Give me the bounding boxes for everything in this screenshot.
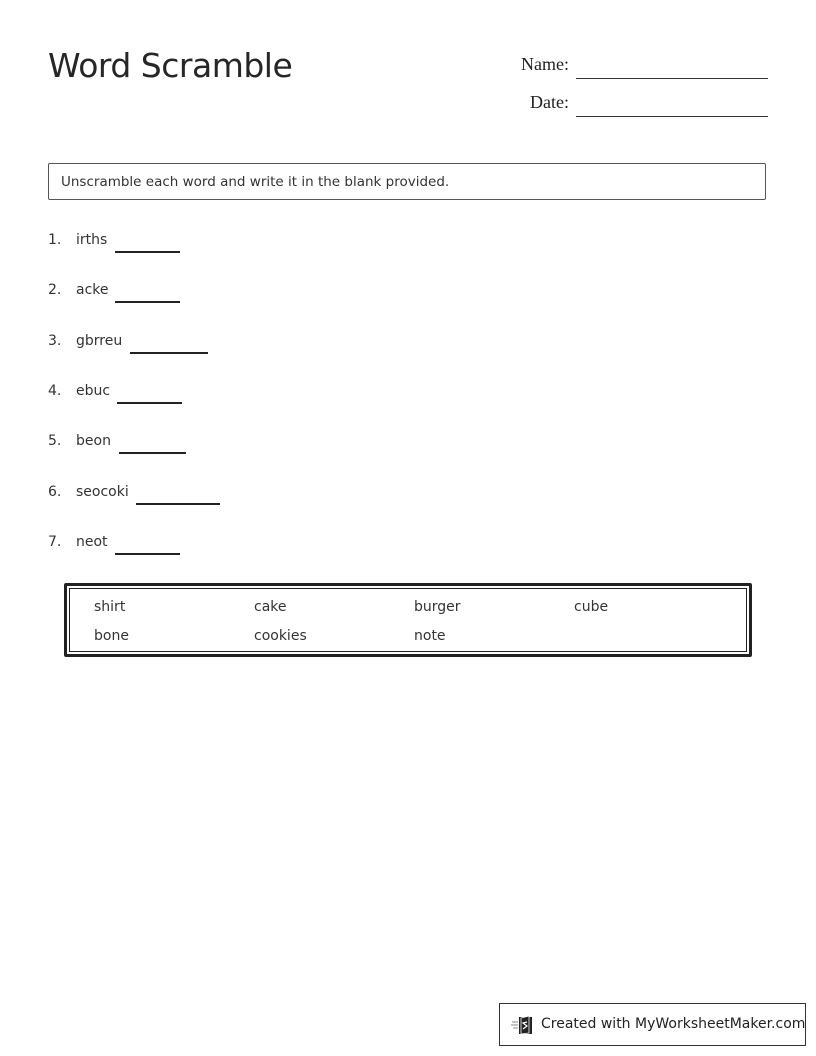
instructions-box: Unscramble each word and write it in the blank provided. [48, 163, 766, 200]
footer-credit[interactable] [499, 1003, 806, 1046]
worksheet-maker-logo-icon [511, 1015, 535, 1035]
name-label: Name: [521, 54, 569, 74]
scrambled-word: gbrreu [76, 333, 123, 349]
scrambled-word: seocoki [76, 484, 129, 500]
word-bank-item: note [414, 628, 446, 644]
page-title: Word Scramble [48, 46, 293, 85]
date-label: Date: [530, 92, 569, 112]
answer-blank[interactable] [115, 301, 180, 303]
name-field [500, 50, 768, 80]
answer-blank[interactable] [136, 503, 220, 505]
problem-number: 5. [48, 433, 62, 449]
answer-blank[interactable] [119, 452, 186, 454]
answer-blank[interactable] [130, 352, 208, 354]
answer-blank[interactable] [117, 402, 182, 404]
scrambled-word: beon [76, 433, 111, 449]
problem-number: 3. [48, 333, 62, 349]
date-field [500, 88, 768, 118]
scrambled-word: neot [76, 534, 108, 550]
word-bank-item: shirt [94, 599, 126, 615]
word-bank-item: cube [574, 599, 609, 615]
footer-text: Created with MyWorksheetMaker.com [541, 1016, 806, 1032]
problem-number: 7. [48, 534, 62, 550]
problem-number: 1. [48, 232, 62, 248]
word-bank-item: bone [94, 628, 129, 644]
answer-blank[interactable] [115, 553, 180, 555]
date-blank-line[interactable] [576, 116, 768, 117]
scrambled-word: acke [76, 282, 109, 298]
scrambled-word: ebuc [76, 383, 111, 399]
problem-number: 4. [48, 383, 62, 399]
word-bank-inner-border [69, 588, 747, 652]
problem-number: 6. [48, 484, 62, 500]
name-blank-line[interactable] [576, 78, 768, 79]
word-bank-item: cookies [254, 628, 307, 644]
scrambled-word: irths [76, 232, 108, 248]
word-bank [64, 583, 752, 657]
answer-blank[interactable] [115, 251, 180, 253]
word-bank-item: cake [254, 599, 287, 615]
problem-number: 2. [48, 282, 62, 298]
word-bank-item: burger [414, 599, 461, 615]
